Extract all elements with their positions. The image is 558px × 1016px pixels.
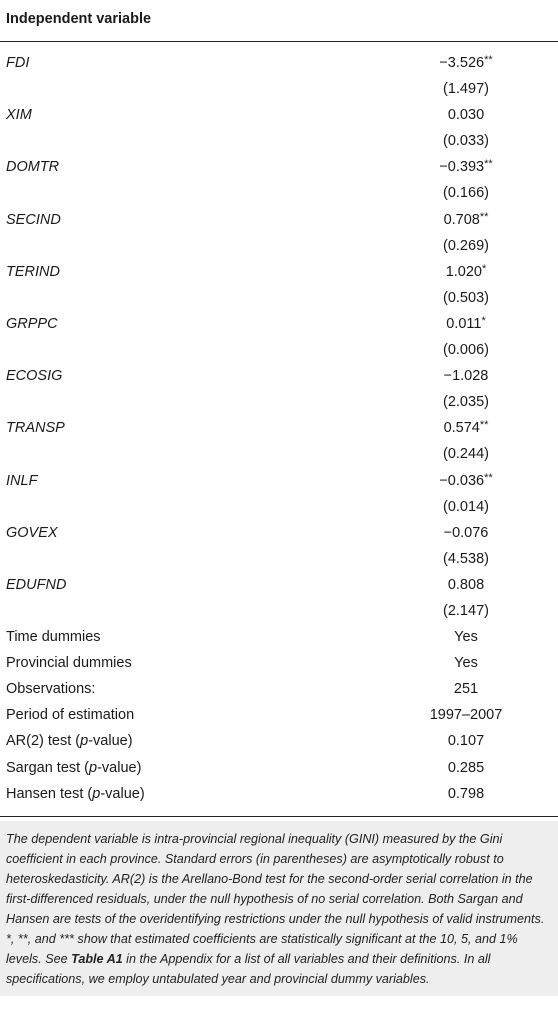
significance-stars: **: [484, 471, 493, 484]
standard-error-value: (1.497): [443, 81, 489, 98]
table-row: [0, 757, 558, 783]
stat-value: 0.107: [447, 733, 485, 750]
variable-name: GOVEX: [6, 524, 58, 541]
stat-label-pre: Hansen test (: [6, 785, 93, 802]
coefficient-value: −0.076: [443, 524, 489, 541]
significance-stars: **: [479, 210, 489, 223]
table-row: [0, 261, 558, 287]
table-footnote: [0, 821, 558, 996]
stat-label-italic: p: [80, 733, 89, 750]
table-row: [0, 574, 558, 600]
coefficient-cell: [391, 368, 541, 384]
table-row: [0, 417, 558, 443]
standard-error-value: (0.269): [443, 237, 489, 254]
stat-value: Yes: [454, 629, 478, 646]
table-row: [0, 678, 558, 704]
stat-label: Observations:: [6, 681, 96, 698]
table-row: [0, 548, 558, 574]
variable-name: ECOSIG: [6, 368, 63, 385]
footnote-text-part1: The dependent variable is intra-provincial regional inequality (GINI) measured by the Gini coefficient in each province. Standard errors (in parentheses) are asymptotically robust to heteroskedasticity. AR(2) is the Arellano-Bond test for the second-order serial correlation in the first-differenced residuals, under the null hypothesis of no serial correlation. Both Sargan and Hansen are tests of the overidentifying restrictions under the null hypothesis of valid instruments. *, **, and *** show that estimated coefficients are statistically significant at the 10, 5, and 1% levels. See: [6, 831, 545, 966]
table-row: [0, 522, 558, 548]
significance-stars: **: [484, 158, 493, 171]
coefficient-cell: [391, 55, 541, 71]
stat-label-post: -value): [88, 733, 133, 750]
stat-label: [6, 760, 141, 776]
coefficient-cell: [391, 473, 541, 489]
standard-error-value: (0.503): [443, 289, 489, 306]
stat-label: Time dummies: [6, 629, 101, 646]
coefficient-cell: [391, 107, 541, 123]
standard-error-value: (0.014): [443, 498, 489, 515]
stat-label-pre: Sargan test (: [6, 759, 90, 776]
table-row: [0, 365, 558, 391]
stat-value: 0.285: [447, 759, 485, 776]
coefficient-cell: [391, 420, 541, 436]
variable-name: EDUFND: [6, 576, 67, 593]
table-header: [0, 0, 558, 42]
variable-name: FDI: [6, 55, 30, 71]
coefficient-cell: [391, 525, 541, 541]
stat-label: Provincial dummies: [6, 655, 132, 672]
table-row: [0, 470, 558, 496]
table-row: [0, 52, 558, 78]
standard-error-value: (0.033): [443, 133, 489, 150]
stat-value: Yes: [454, 655, 478, 672]
table-row: [0, 156, 558, 182]
table-body: [0, 42, 558, 809]
table-row: [0, 78, 558, 104]
coefficient-value: 0.808: [447, 576, 485, 593]
stat-label-pre: AR(2) test (: [6, 733, 81, 750]
variable-name: SECIND: [6, 211, 61, 228]
standard-error-value: (0.166): [443, 185, 489, 202]
table-row: [0, 104, 558, 130]
standard-error-value: (0.244): [443, 446, 489, 463]
table-row: [0, 783, 558, 809]
standard-error-value: (0.006): [443, 342, 489, 359]
stat-value: 1997–2007: [429, 707, 503, 724]
table-bottom-rule: [0, 816, 558, 817]
footnote-text-part2: in the Appendix for a list of all variables and their definitions. In all specifications, we employ untabulated year and provincial dummy variables.: [6, 951, 491, 986]
stat-label-italic: p: [89, 759, 98, 776]
table-row: [0, 287, 558, 313]
table-row: [0, 313, 558, 339]
table-row: [0, 339, 558, 365]
table-row: [0, 443, 558, 469]
table-row: [0, 730, 558, 756]
standard-error-value: (2.147): [443, 602, 489, 619]
stat-value: 251: [453, 681, 479, 698]
variable-name: TERIND: [6, 263, 60, 280]
table-row: [0, 652, 558, 678]
table-row: [0, 209, 558, 235]
coefficient-value: 0.030: [447, 107, 485, 124]
coefficient-cell: [391, 577, 541, 593]
significance-stars: **: [484, 54, 493, 66]
stat-label: [6, 733, 133, 749]
coefficient-value: 1.020: [445, 263, 482, 280]
table-row: [0, 130, 558, 156]
table-row: [0, 391, 558, 417]
table-row: [0, 182, 558, 208]
coefficient-value: −0.393: [439, 159, 485, 176]
significance-stars: *: [481, 314, 486, 327]
variable-name: TRANSP: [6, 420, 65, 437]
variable-name: DOMTR: [6, 159, 60, 176]
coefficient-cell: [391, 316, 541, 332]
significance-stars: *: [482, 262, 487, 275]
coefficient-value: −0.036: [439, 472, 485, 489]
standard-error-value: (4.538): [443, 550, 489, 567]
coefficient-value: 0.011: [446, 315, 482, 332]
stat-label-post: -value): [97, 759, 142, 776]
standard-error-value: (2.035): [443, 394, 489, 411]
coefficient-value: −3.526: [439, 55, 485, 71]
table-row: [0, 600, 558, 626]
stat-label: [6, 786, 145, 802]
stat-label: Period of estimation: [6, 707, 135, 724]
coefficient-cell: [391, 212, 541, 228]
table-row: [0, 496, 558, 522]
column-header-independent-variable: Independent variable: [6, 11, 152, 27]
stat-value: 0.798: [447, 785, 485, 802]
stat-label-post: -value): [100, 785, 145, 802]
significance-stars: **: [479, 419, 489, 432]
coefficient-cell: [391, 264, 541, 280]
table-row: [0, 626, 558, 652]
coefficient-value: 0.708: [443, 211, 480, 228]
table-row: [0, 704, 558, 730]
variable-name: XIM: [6, 107, 32, 124]
coefficient-value: −1.028: [443, 368, 489, 385]
table-a1-reference[interactable]: Table A1: [71, 951, 123, 966]
table-row: [0, 235, 558, 261]
stat-label-italic: p: [92, 785, 101, 802]
variable-name: INLF: [6, 472, 38, 489]
variable-name: GRPPC: [6, 315, 58, 332]
coefficient-value: 0.574: [443, 420, 480, 437]
coefficient-cell: [391, 159, 541, 175]
